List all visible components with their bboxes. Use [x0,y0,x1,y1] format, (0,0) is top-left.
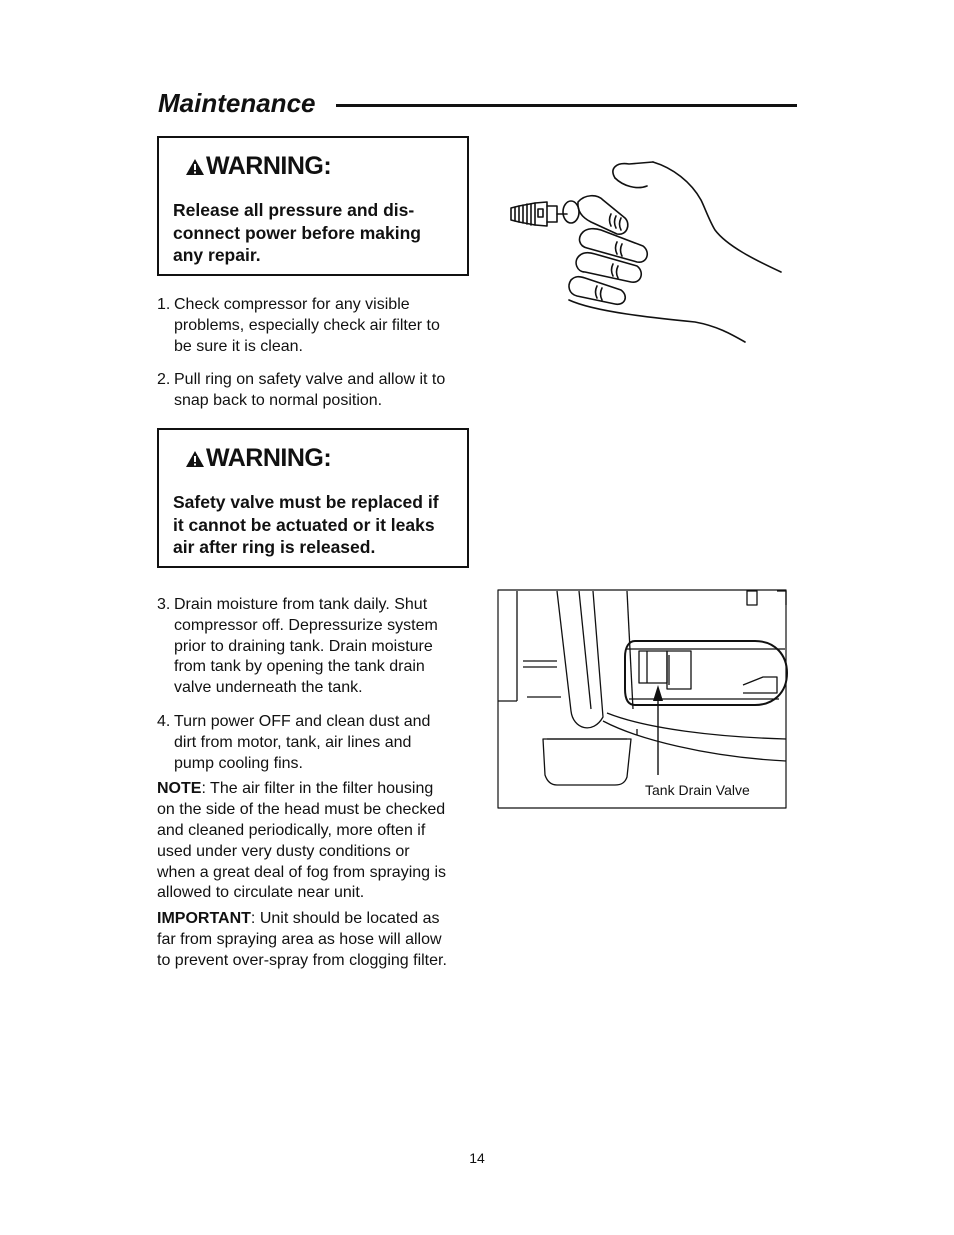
warning-body-1 [173,199,421,267]
important-line: to prevent over-spray from clogging filter. [157,951,447,969]
warning-line: air after ring is released. [173,537,376,557]
step-number: 3. [157,596,171,613]
warning-triangle-icon [185,158,205,176]
warning-line: any repair. [173,245,261,265]
step-line: Check compressor for any visible [174,296,410,313]
warning-line: it cannot be actuated or it leaks [173,514,435,535]
important-paragraph [157,909,477,971]
important-label: IMPORTANT [157,910,251,928]
warning-body-2 [173,491,439,559]
title-rule [336,104,797,107]
step-list-a [157,295,477,412]
note-line: allowed to circulate near unit. [157,884,365,902]
step-line: Pull ring on safety valve and allow it to [174,371,446,389]
step-item-1 [157,295,477,357]
warning-heading-text: WARNING: [206,444,332,472]
step-line: be sure it is clean. [174,337,303,355]
tank-drain-valve-label: Tank Drain Valve [645,782,750,798]
step-item-2 [157,370,477,412]
note-line: and cleaned periodically, more often if [157,821,426,839]
step-number: 4. [157,712,171,730]
note-line: on the side of the head must be checked [157,801,446,819]
warning-line: connect power before making [173,222,421,243]
note-line: used under very dusty conditions or [157,842,410,860]
note-line: : The air filter in the filter housing [201,780,434,798]
tank-drain-valve-illustration [497,589,788,810]
step-line: Turn power OFF and clean dust and [174,712,431,730]
hand-pulling-ring-illustration [505,150,790,350]
warning-line: Release all pressure and dis- [173,200,415,220]
important-line: far from spraying area as hose will allow [157,930,442,948]
page-number: 14 [469,1150,485,1166]
step-list-b [157,595,477,972]
warning-heading-1 [185,152,331,181]
step-line: Drain moisture from tank daily. Shut [174,596,428,613]
step-item-3 [157,595,477,699]
warning-heading-2 [185,444,331,473]
step-line: compressor off. Depressurize system [174,616,438,634]
step-line: from tank by opening the tank drain [174,658,425,676]
step-line: snap back to normal position. [174,392,383,410]
step-item-4 [157,712,477,774]
step-line: valve underneath the tank. [174,679,363,697]
step-line: problems, especially check air filter to [174,316,440,334]
note-paragraph [157,779,477,904]
warning-line: Safety valve must be replaced if [173,492,439,512]
step-line: prior to draining tank. Drain moisture [174,637,433,655]
step-number: 1. [157,296,171,313]
warning-box-1 [157,136,469,276]
note-line: when a great deal of fog from spraying is [157,863,447,881]
warning-box-2 [157,428,469,568]
note-label: NOTE [157,780,202,798]
step-number: 2. [157,371,171,389]
important-line: : Unit should be located as [250,910,440,928]
step-line: pump cooling fins. [174,754,303,772]
step-line: dirt from motor, tank, air lines and [174,733,412,751]
page-title: Maintenance [158,88,316,118]
warning-triangle-icon [185,450,205,468]
warning-heading-text: WARNING: [206,152,332,180]
